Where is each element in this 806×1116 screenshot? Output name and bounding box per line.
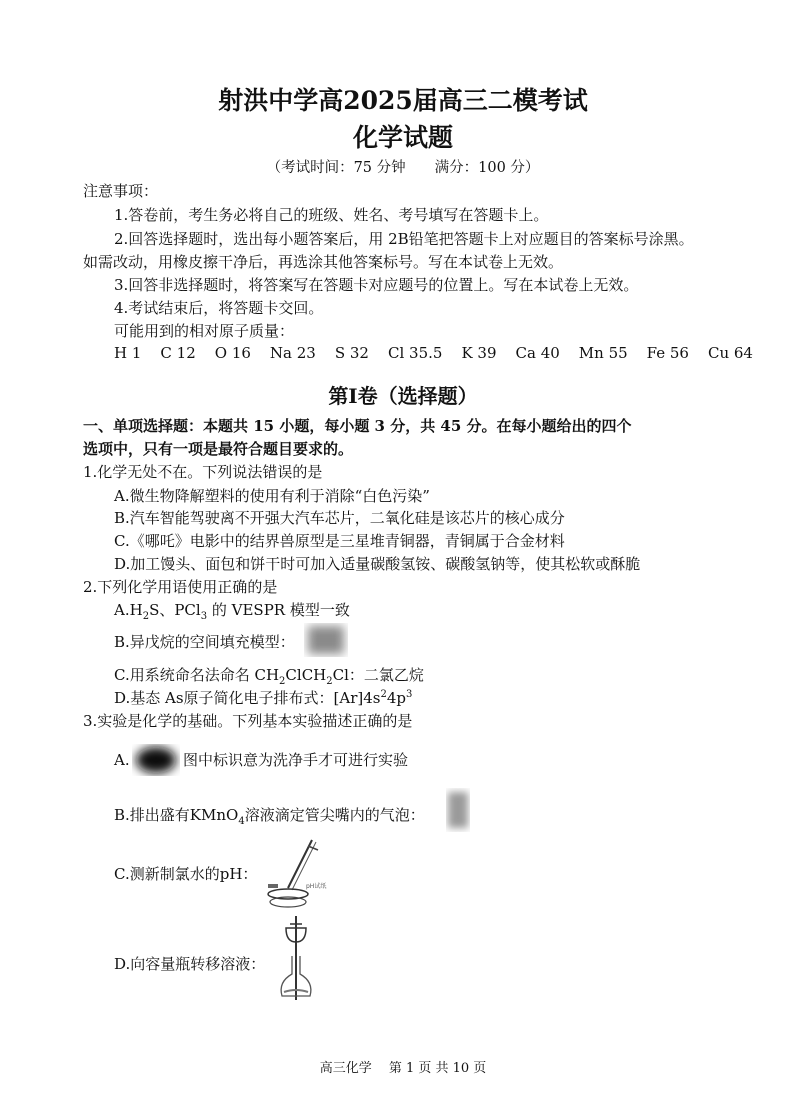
mass-fe: Fe 56: [646, 344, 689, 362]
q2-option-a: $A.H_2S$、PCl$_3$ 的 VESPR 模型一致: [114, 601, 350, 622]
section-instruction-1: 一、单项选择题：本题共 15 小题，每小题 3 分，共 45 分。在每小题给出的四个: [83, 417, 632, 435]
safety-sign-image: [128, 735, 184, 785]
q3-option-c: C.测新制氯水的pH：: [114, 865, 258, 883]
mass-cu: Cu 64: [707, 344, 753, 362]
q3-option-d: D.向容量瓶转移溶液：: [114, 955, 266, 973]
q3-stem: 3.实验是化学的基础。下列基本实验描述正确的是: [83, 712, 413, 730]
isopentane-model-image: [300, 620, 352, 660]
volumetric-flask-diagram: [272, 912, 322, 1008]
mass-cl: Cl 35.5: [387, 344, 443, 362]
mass-mn: Mn 55: [578, 344, 628, 362]
q3-option-a-text: 图中标识意为洗净手才可进行实验: [183, 751, 409, 769]
section-title: 第I卷（选择题）: [328, 384, 478, 408]
q1-option-d: D.加工馒头、面包和饼干时可加入适量碳酸氢铵、碳酸氢钠等，使其松软或酥脆: [114, 555, 641, 573]
mass-na: Na 23: [269, 344, 316, 362]
q2-option-c: C.用系统命名法命名 $CH_2ClCH_2Cl$：二氯乙烷: [114, 666, 424, 687]
q2-stem: 2.下列化学用语使用正确的是: [83, 578, 278, 596]
mass-h: H 1: [114, 344, 142, 362]
q1-option-b: B.汽车智能驾驶离不开强大汽车芯片，二氧化硅是该芯片的核心成分: [114, 509, 565, 527]
exam-subject: 化学试题: [352, 123, 453, 152]
atomic-mass-list: [114, 343, 753, 363]
q1-option-c: C.《哪吒》电影中的结界兽原型是三星堆青铜器，青铜属于合金材料: [114, 532, 565, 550]
mass-k: K 39: [461, 344, 497, 362]
note-item-2-cont: 如需改动，用橡皮擦干净后，再选涂其他答案标号。写在本试卷上无效。: [83, 253, 564, 271]
exam-info: （考试时间：75 分钟 满分：100 分）: [266, 160, 540, 176]
mass-label: 可能用到的相对原子质量：: [114, 322, 295, 340]
q2-option-b: B.异戊烷的空间填充模型：: [114, 633, 295, 651]
exam-title: 射洪中学高2025届高三二模考试: [218, 86, 588, 115]
ph-test-diagram: [262, 836, 332, 916]
notes-heading: 注意事项：: [83, 182, 159, 200]
section-instruction-2: 选项中，只有一项是最符合题目要求的。: [83, 440, 354, 458]
mass-s: S 32: [334, 344, 369, 362]
q3-option-b: B.排出盛有KMnO$_4$溶液滴定管尖嘴内的气泡：: [114, 806, 425, 827]
note-item-4: 4.考试结束后，将答题卡交回。: [114, 299, 324, 317]
q2-option-d: D.基态 As原子简化电子排布式：$[Ar]4s^24p^3$: [114, 689, 413, 707]
note-item-2: 2.回答选择题时，选出每小题答案后，用 2B铅笔把答题卡上对应题目的答案标号涂黑。: [114, 230, 694, 248]
note-item-3: 3.回答非选择题时，将答案写在答题卡对应题号的位置上。写在本试卷上无效。: [114, 276, 639, 294]
page-footer: 高三化学 第 1 页 共 10 页: [319, 1061, 487, 1076]
q1-option-a: A.微生物降解塑料的使用有利于消除“白色污染”: [114, 487, 430, 505]
q1-stem: 1.化学无处不在。下列说法错误的是: [83, 463, 323, 481]
mass-o: O 16: [214, 344, 251, 362]
burette-bubble-image: [436, 786, 480, 834]
svg-text:pH试纸: pH试纸: [306, 883, 327, 890]
mass-ca: Ca 40: [515, 344, 560, 362]
mass-c: C 12: [160, 344, 196, 362]
q3-option-a-label: A.: [114, 751, 130, 769]
note-item-1: 1.答卷前，考生务必将自己的班级、姓名、考号填写在答题卡上。: [114, 206, 549, 224]
